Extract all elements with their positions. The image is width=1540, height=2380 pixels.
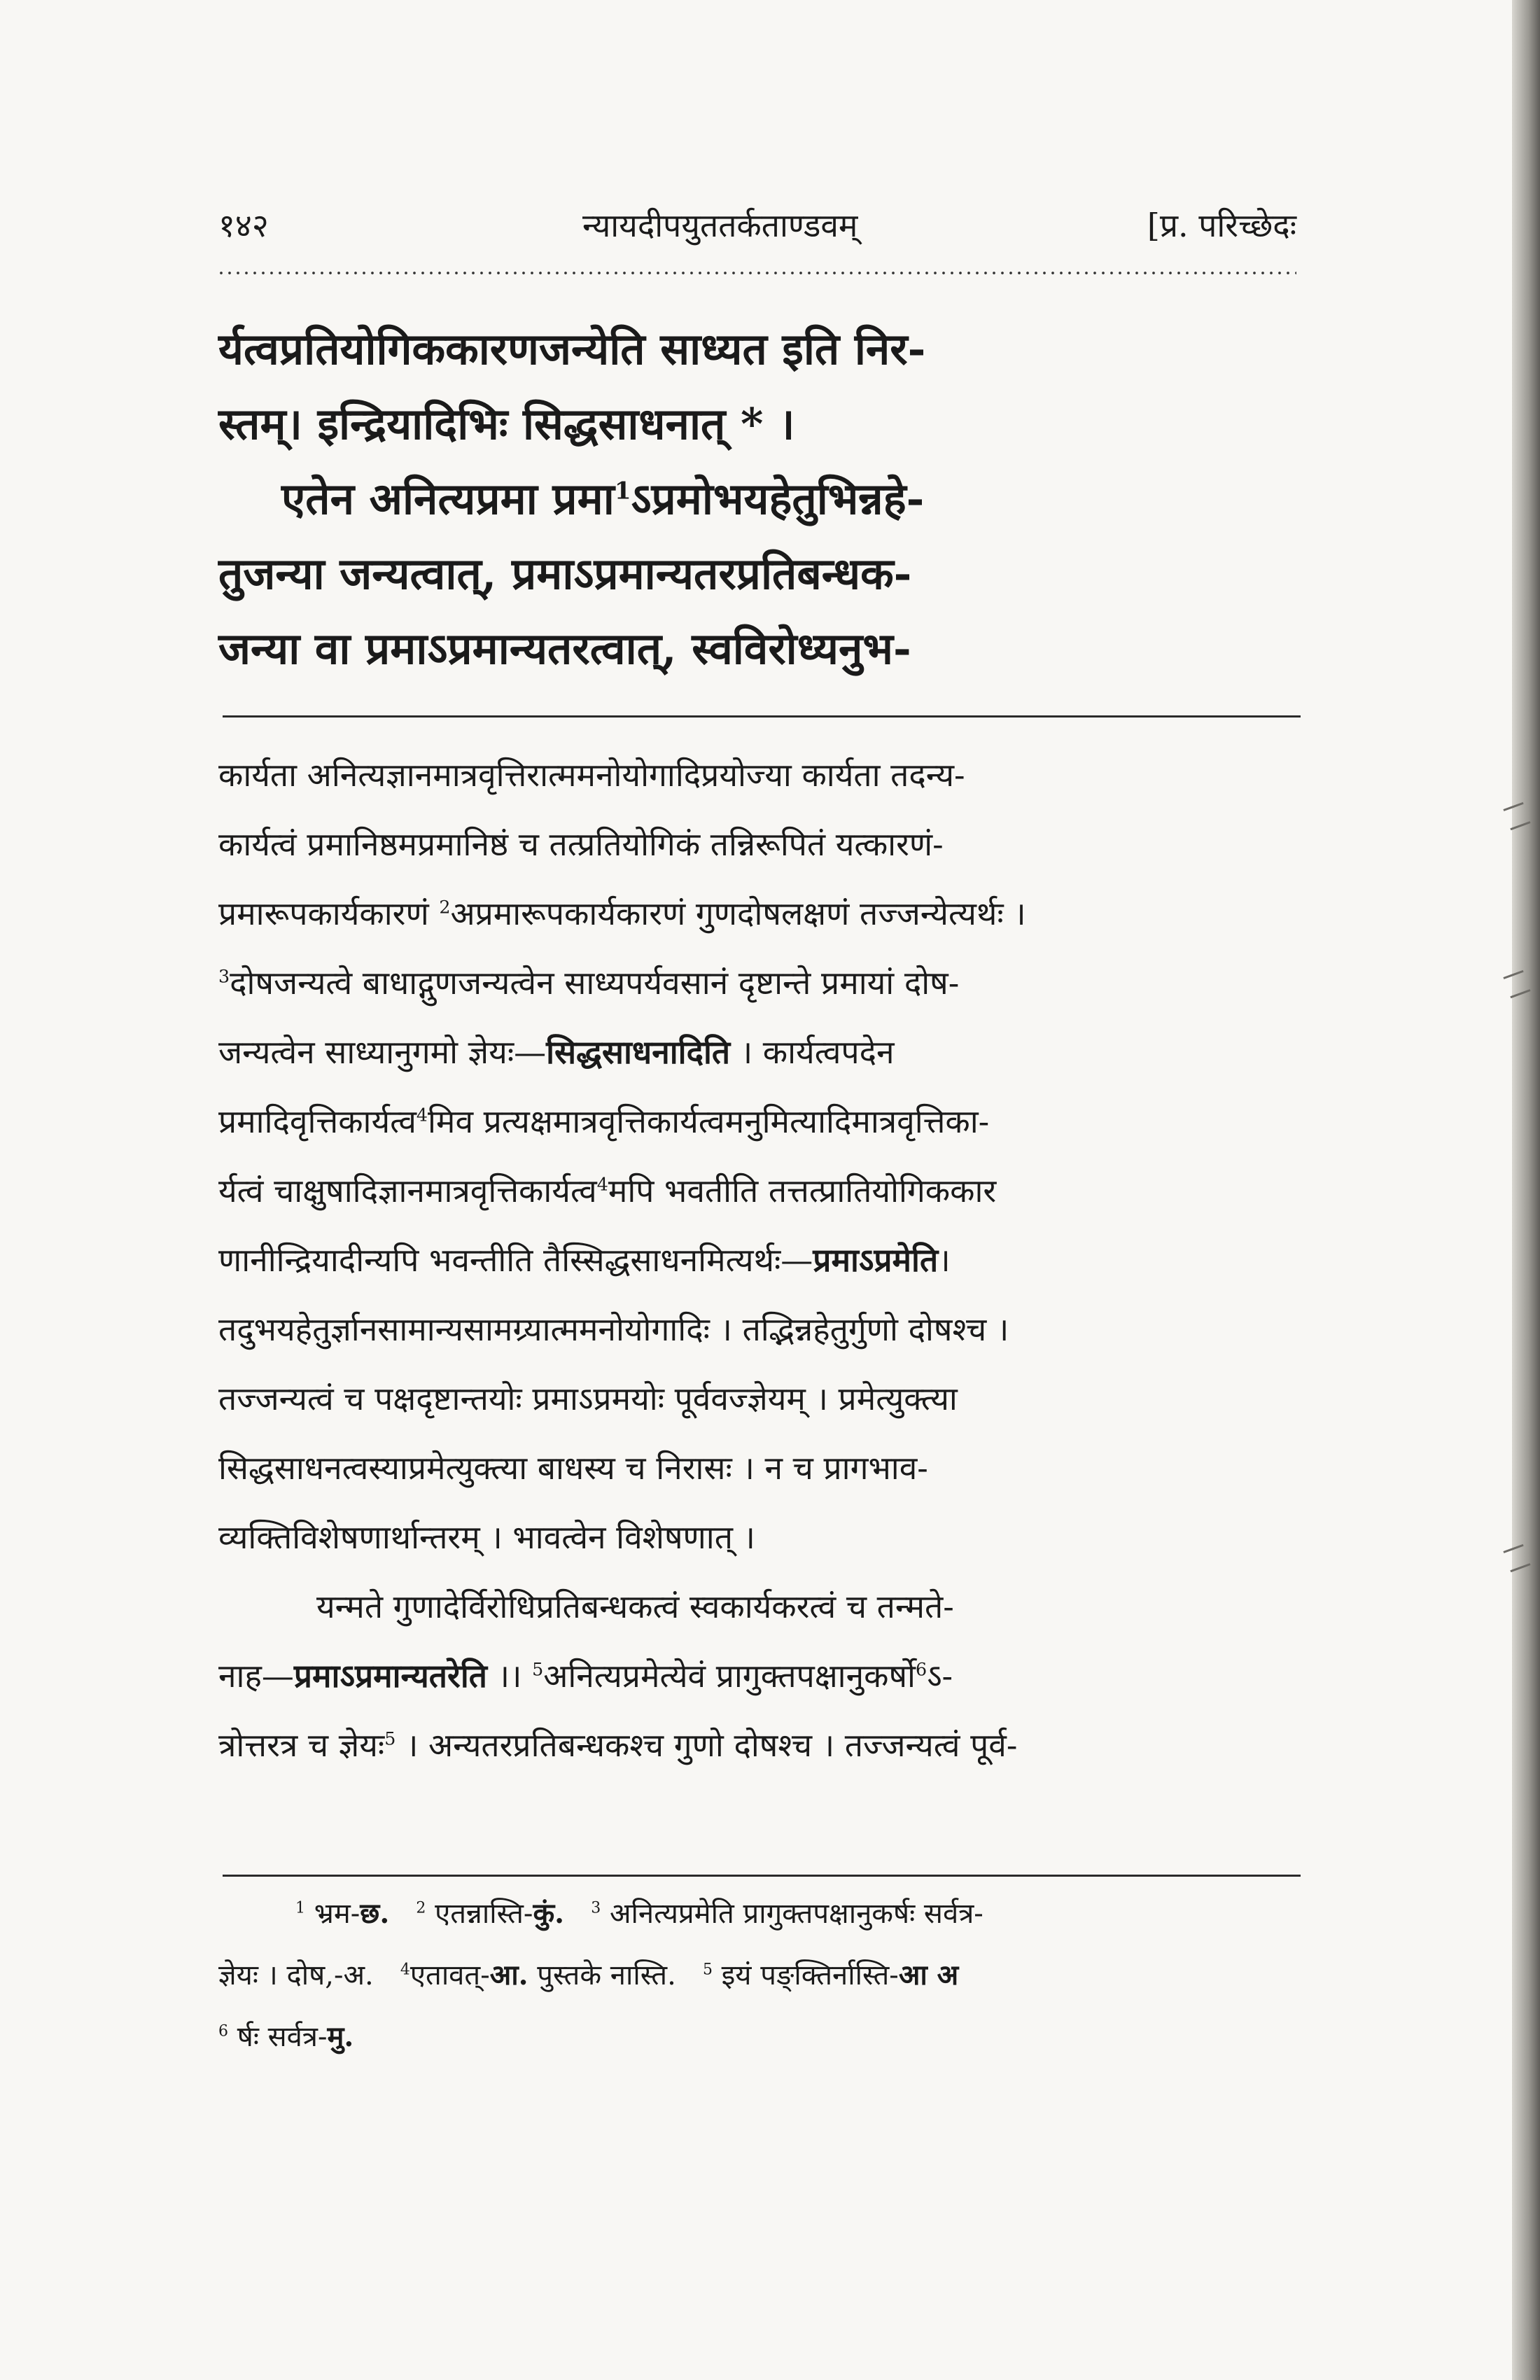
- section-label: [प्र. परिच्छेदः: [1147, 206, 1296, 244]
- footnote-line: ज्ञेयः । दोष,-अ. $^4$एतावत्-आ. पुस्तके नास्ति. $^5$ इयं पङ्क्तिर्नास्ति-आ अ: [218, 1959, 959, 1991]
- footnote-ref: 6: [915, 1659, 927, 1680]
- commentary-line: तदुभयहेतुर्ज्ञानसामान्यसामग्र्यात्ममनोयोगादिः । तद्भिन्नहेतुर्गुणो दोषश्च ।: [218, 1310, 1009, 1348]
- commentary-line: तज्जन्यत्वं च पक्षदृष्टान्तयोः प्रमाऽप्रमयोः पूर्ववज्ज्ञेयम् । प्रमेत्युक्त्या: [218, 1380, 958, 1418]
- footnotes: [218, 1883, 1296, 2068]
- main-line: स्तम्। इन्द्रियादिभिः सिद्धसाधनात् * ।: [218, 398, 795, 449]
- commentary-line: जन्यत्वेन साध्यानुगमो ज्ञेयः—सिद्धसाधनादिति । कार्यत्वपदेन: [218, 1033, 895, 1071]
- main-line: र्यत्वप्रतियोगिककारणजन्येति साध्यत इति निर-: [218, 323, 926, 374]
- commentary-line: प्रमारूपकार्यकारणं $^2$अप्रमारूपकार्यकारणं गुणदोषलक्षणं तज्जन्येत्यर्थः ।: [218, 895, 1026, 932]
- footnote-separator: [223, 1875, 1301, 1877]
- commentary-line: सिद्धसाधनत्वस्याप्रमेत्युक्त्या बाधस्य च निरासः । न च प्रागभाव-: [218, 1449, 928, 1487]
- footnote-ref: 5: [532, 1659, 544, 1680]
- main-line: जन्या वा प्रमाऽप्रमान्यतरत्वात्, स्वविरोध्यनुभ-: [218, 623, 911, 674]
- commentary-line: र्यत्वं चाक्षुषादिज्ञानमात्रवृत्तिकार्यत्व$^4$मपि भवतीति तत्तत्प्रातियोगिककार: [218, 1172, 997, 1210]
- footnote-ref: 3: [218, 966, 230, 987]
- commentary-line: $^3$दोषजन्यत्वे बाधाद्गुणजन्यत्वेन साध्यपर्यवसानं दृष्टान्ते प्रमायां दोष-: [218, 964, 960, 1002]
- footnote-ref: 4: [416, 1105, 428, 1126]
- text-commentary-separator: [223, 715, 1301, 718]
- main-line: एतेन अनित्यप्रमा प्रमा$^1$ऽप्रमोभयहेतुभिन्नहे-: [281, 473, 925, 524]
- pratika: प्रमाऽप्रमान्यतरेति: [293, 1657, 487, 1695]
- binding-edge: [1512, 0, 1540, 2380]
- footnote-ref: 2: [439, 897, 451, 918]
- commentary-line: यन्मते गुणादेर्विरोधिप्रतिबन्धकत्वं स्वकार्यकरत्वं च तन्मते-: [316, 1588, 954, 1625]
- footnote-ref: 5: [384, 1728, 396, 1749]
- footnote-ref: 4: [596, 1174, 608, 1195]
- commentary-line: कार्यता अनित्यज्ञानमात्रवृत्तिरात्ममनोयोगादिप्रयोज्या कार्यता तदन्य-: [218, 756, 965, 794]
- footnote-line: $^1$ भ्रम-छ. $^2$ एतन्नास्ति-कुं. $^3$ अनित्यप्रमेति प्रागुक्तपक्षानुकर्षः सर्वत्र-: [295, 1897, 983, 1930]
- commentary-line: णानीन्द्रियादीन्यपि भवन्तीति तैस्सिद्धसाधनमित्यर्थः—प्रमाऽप्रमेति।: [218, 1241, 951, 1279]
- commentary-line: त्रोत्तरत्र च ज्ञेयः$^5$ । अन्यतरप्रतिबन्धकश्च गुणो दोषश्च । तज्जन्यत्वं पूर्व-: [218, 1726, 1018, 1764]
- page-number: १४२: [218, 206, 269, 244]
- running-title: न्यायदीपयुततर्कताण्डवम्: [582, 206, 858, 244]
- pratika: प्रमाऽप्रमेति: [813, 1241, 939, 1279]
- commentary-line: नाह—प्रमाऽप्रमान्यतरेति ।। $^5$अनित्यप्रमेत्येवं प्रागुक्तपक्षानुकर्षो$^6$ऽ-: [218, 1657, 953, 1695]
- pratika: सिद्धसाधनादिति: [546, 1033, 731, 1071]
- commentary-line: प्रमादिवृत्तिकार्यत्व$^4$मिव प्रत्यक्षमात्रवृत्तिकार्यत्वमनुमित्यादिमात्रवृत्तिका-: [218, 1102, 990, 1140]
- main-line: तुजन्या जन्यत्वात्, प्रमाऽप्रमान्यतरप्रतिबन्धक-: [218, 548, 912, 599]
- running-header: [218, 203, 1296, 259]
- commentary: [218, 741, 1296, 1780]
- commentary-line: कार्यत्वं प्रमानिष्ठमप्रमानिष्ठं च तत्प्रतियोगिकं तन्निरूपितं यत्कारणं-: [218, 825, 944, 863]
- main-text: [218, 312, 1296, 686]
- footnote-line: $^6$ र्षः सर्वत्र-मु.: [218, 2020, 354, 2053]
- header-dotted-rule: [218, 270, 1296, 276]
- commentary-line: व्यक्तिविशेषणार्थान्तरम् । भावत्वेन विशेषणात् ।: [218, 1518, 755, 1556]
- footnote-ref: 1: [614, 477, 631, 505]
